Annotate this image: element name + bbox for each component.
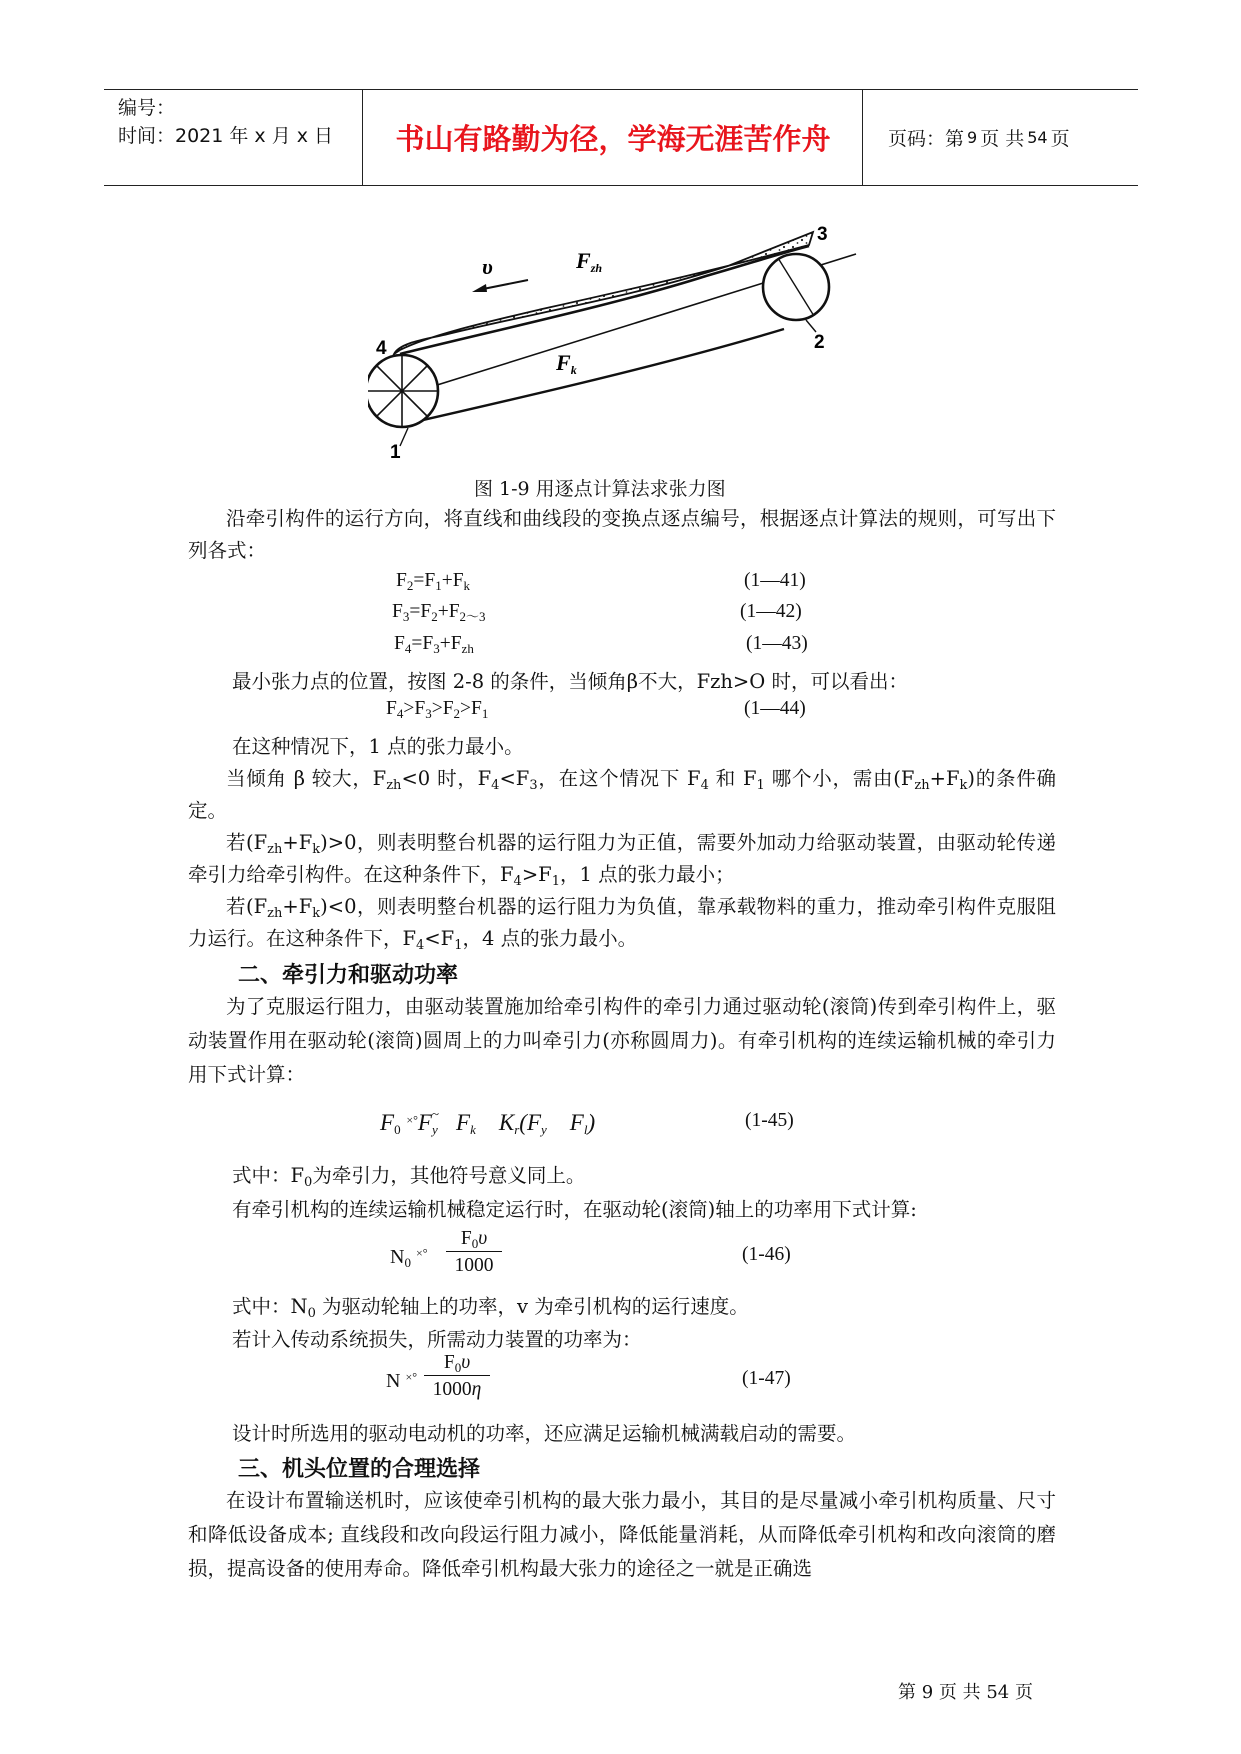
section-heading-head-position: 三、机头位置的合理选择 [238, 1457, 481, 1482]
header-number: 编号： [118, 97, 176, 119]
velocity-arrowhead [472, 284, 487, 292]
equation-number: (1—41) [744, 570, 806, 591]
figure-caption: 图 1-9 用逐点计算法求张力图 [474, 478, 726, 500]
equation-1-46-lhs: $N_0$ ×° [390, 1246, 428, 1270]
paragraph-negative-resistance: 若$(F_{zh}+F_k)<0$，则表明整台机器的运行阻力为负值，靠承载物料的重力，推动牵引构件克服阻力运行。在这种条件下，$F_4<F_1$，4 点的张力最小。 [188, 895, 1056, 953]
point-1-pointer [400, 428, 408, 446]
paragraph-case-1: 在这种情况下，1 点的张力最小。 [232, 735, 524, 758]
page-header [104, 89, 1138, 186]
paragraph-positive-resistance: 若$(F_{zh}+F_k)>0$，则表明整台机器的运行阻力为正值，需要外加动力给驱动装置，由驱动轮传递牵引力给牵引构件。在这种条件下，$F_4>F_1$，1 点的张力最小； [188, 831, 1056, 889]
equation-number: (1—42) [740, 601, 802, 622]
header-divider [362, 90, 363, 185]
equation-1-43: $F_4=F_3+F_{zh}$ [394, 633, 474, 656]
header-divider [862, 90, 863, 185]
paragraph-intro: 沿牵引构件的运行方向，将直线和曲线段的变换点逐点编号，根据逐点计算法的规则，可写出下列各式： [188, 507, 1056, 562]
header-time: 时间：2021 年 x 月 x 日 [118, 125, 334, 147]
equation-1-42: $F_3=F_2+F_{2\sim 3}$ [392, 601, 486, 624]
paragraph-power: 有牵引机构的连续运输机械稳定运行时，在驱动轮(滚筒)轴上的功率用下式计算: [232, 1198, 917, 1221]
equation-1-45: $F_0$ $^{\times^\circ}F_y^\sim$ $F_k$ $K_r(F_y$ $F_l$) [380, 1106, 596, 1137]
header-page-info: 页码：第 9 页 共 54 页 [888, 128, 1070, 150]
conveyor-figure [368, 224, 868, 464]
header-page-total: 54 [1027, 128, 1048, 147]
velocity-label: υ [482, 254, 493, 279]
paragraph-head-position: 在设计布置输送机时，应该使牵引机构的最大张力最小，其目的是尽量减小牵引机构质量、尺寸和降低设备成本; 直线段和改向段运行阻力减小，降低能量消耗，从而降低牵引机构和改向滚筒的磨损，提高设备的使用寿命。降低牵引机构最大张力的途径之一就是正确选 [188, 1489, 1056, 1580]
point-1-label: 1 [390, 442, 401, 463]
point-4-label: 4 [376, 338, 387, 359]
equation-1-47-lhs: N ×° [386, 1370, 418, 1392]
equation-1-46-fraction: $\frac{F_0\upsilon}{1000}$ [446, 1228, 502, 1277]
equation-number: (1—43) [746, 633, 808, 654]
paragraph-design: 设计时所选用的驱动电动机的功率，还应满足运输机械满载启动的需要。 [232, 1422, 857, 1445]
equation-1-41: $F_2=F_1+F_k$ [396, 570, 471, 593]
equation-number: (1-47) [742, 1368, 791, 1389]
point-2-pointer [806, 320, 816, 332]
page-footer: 第 9 页 共 54 页 [898, 1682, 1033, 1703]
header-motto: 书山有路勤为径，学海无涯苦作舟 [395, 122, 831, 156]
fzh-label: Fzh [576, 248, 603, 275]
equation-1-47-fraction: $\frac{F_0\upsilon}{1000\eta}$ [424, 1352, 490, 1401]
paragraph-loss: 若计入传动系统损失，所需动力装置的功率为： [232, 1328, 642, 1351]
equation-1-44: $F_4>F_3>F_2>F_1$ [386, 698, 489, 721]
equation-number: (1-45) [745, 1110, 794, 1131]
section-heading-traction: 二、牵引力和驱动功率 [238, 963, 459, 988]
header-meta [118, 94, 333, 150]
paragraph-large-angle: 当倾角 β 较大，$F_{zh}<0$ 时，$F_4<F_3$，在这个情况下 $F_4$ 和 $F_1$ 哪个小，需由$(F_{zh}+F_k)$的条件确定。 [188, 767, 1057, 822]
header-page-num: 9 [967, 128, 978, 147]
paragraph-traction: 为了克服运行阻力，由驱动装置施加给牵引构件的牵引力通过驱动轮(滚筒)传到牵引构件上，驱动装置作用在驱动轮(滚筒)圆周上的力叫牵引力(亦称圆周力)。有牵引机构的连续运输机械的牵引力用下式计算： [188, 995, 1056, 1086]
paragraph-f0: 式中：$F_0$为牵引力，其他符号意义同上。 [232, 1164, 586, 1190]
load-material [394, 232, 813, 354]
point-3-label: 3 [817, 224, 828, 245]
paragraph-n0: 式中：$N_0$ 为驱动轮轴上的功率，v 为牵引机构的运行速度。 [232, 1295, 749, 1321]
fk-label: Fk [556, 350, 577, 377]
paragraph-min-point: 最小张力点的位置，按图 2-8 的条件，当倾角β不大，Fzh>O 时，可以看出： [232, 670, 908, 693]
equation-number: (1-46) [742, 1244, 791, 1265]
point-2-label: 2 [814, 332, 825, 353]
equation-number: (1—44) [744, 698, 806, 719]
